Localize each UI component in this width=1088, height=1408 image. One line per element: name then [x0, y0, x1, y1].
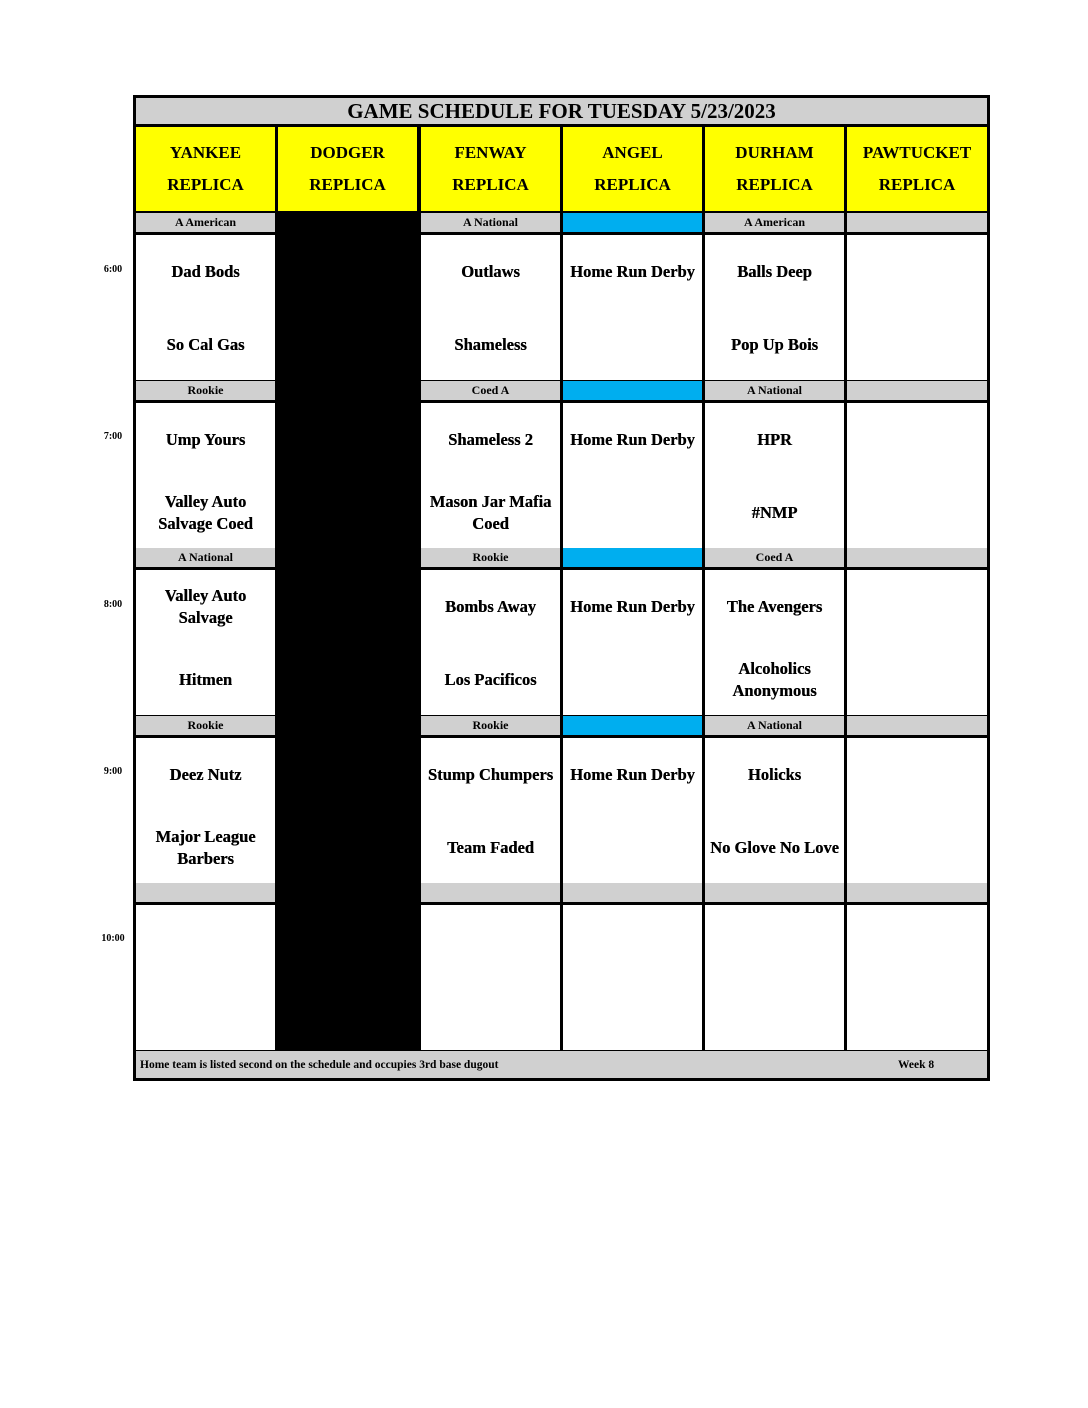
footer-note: Home team is listed second on the schedule and occupies 3rd base dugout: [140, 1058, 499, 1071]
away-team: Home Run Derby: [570, 430, 695, 449]
home-team: [563, 309, 702, 380]
home-team: [847, 477, 987, 548]
game-slot: [421, 235, 560, 380]
away-team: Outlaws: [461, 262, 520, 281]
away-team: Deez Nutz: [169, 765, 242, 784]
game-slot: [705, 570, 844, 715]
field-header-yankee: [136, 127, 275, 211]
division-text: A National: [177, 550, 233, 564]
game-slot: [136, 235, 275, 380]
away-team: Valley Auto Salvage: [164, 586, 247, 627]
away-team: [847, 235, 987, 309]
home-team: [136, 979, 275, 1050]
field-name: DURHAM: [735, 143, 814, 162]
division-label: [421, 883, 560, 902]
division-label: [421, 716, 560, 735]
home-team: Pop Up Bois: [730, 334, 819, 354]
time-label: 8:00: [103, 599, 123, 610]
home-team: Mason Jar Mafia Coed: [429, 491, 552, 533]
game-slot: [847, 738, 987, 883]
game-slot: [847, 403, 987, 548]
away-team: [563, 905, 702, 979]
division-label: [847, 883, 987, 902]
home-team: [847, 309, 987, 380]
away-team: [847, 403, 987, 477]
derby-bar: [563, 548, 702, 567]
away-team: Home Run Derby: [570, 597, 695, 616]
derby-bar: [563, 213, 702, 232]
division-text: Rookie: [472, 550, 509, 564]
home-team: [563, 644, 702, 715]
field-name: ANGEL: [602, 143, 663, 162]
division-text: Rookie: [187, 718, 224, 732]
away-team: Home Run Derby: [570, 765, 695, 784]
division-label: [705, 213, 844, 232]
field-subtitle: REPLICA: [167, 175, 244, 194]
game-slot: [705, 905, 844, 1050]
schedule-table: [133, 95, 990, 1081]
home-team: #NMP: [751, 502, 798, 522]
away-team: Stump Chumpers: [427, 765, 554, 784]
division-label: [847, 213, 987, 232]
division-text: Coed A: [471, 383, 510, 397]
closed-field-block: [278, 213, 417, 1050]
game-slot: [136, 570, 275, 715]
away-team: [421, 905, 560, 979]
division-label: [847, 381, 987, 400]
field-header-fenway: [421, 127, 560, 211]
game-slot: [563, 738, 702, 883]
time-label: 7:00: [103, 431, 123, 442]
home-team: Los Pacificos: [444, 669, 537, 689]
home-team: Hitmen: [178, 669, 233, 689]
field-header-durham: [705, 127, 844, 211]
field-subtitle: REPLICA: [309, 175, 386, 194]
time-label: 6:00: [103, 264, 123, 275]
home-team: [847, 812, 987, 883]
home-team: [563, 979, 702, 1050]
away-team: Balls Deep: [737, 262, 812, 281]
home-team: [421, 979, 560, 1050]
division-text: Coed A: [755, 550, 794, 564]
away-team: Home Run Derby: [570, 262, 695, 281]
division-label: [847, 716, 987, 735]
division-label: [705, 548, 844, 567]
derby-bar: [563, 716, 702, 735]
time-label: 10:00: [101, 933, 125, 944]
schedule-footer: [136, 1051, 987, 1078]
away-team: [847, 570, 987, 644]
field-header-pawtucket: [847, 127, 987, 211]
division-text: Rookie: [187, 383, 224, 397]
field-subtitle: REPLICA: [452, 175, 529, 194]
division-text: A American: [744, 215, 805, 229]
away-team: [847, 738, 987, 812]
home-team: [847, 979, 987, 1050]
home-team: [563, 812, 702, 883]
division-label: [705, 381, 844, 400]
game-slot: [563, 905, 702, 1050]
home-team: Shameless: [454, 334, 527, 354]
game-slot: [705, 738, 844, 883]
away-team: Bombs Away: [445, 597, 536, 616]
schedule-title-text: GAME SCHEDULE FOR TUESDAY 5/23/2023: [347, 98, 776, 123]
field-name: FENWAY: [454, 143, 527, 162]
home-team: Team Faded: [447, 837, 534, 857]
away-team: Dad Bods: [171, 262, 240, 281]
home-team: [847, 644, 987, 715]
division-label: [705, 883, 844, 902]
game-slot: [847, 570, 987, 715]
away-team: Holicks: [747, 765, 802, 784]
game-slot: [421, 570, 560, 715]
field-header-dodger: [278, 127, 417, 211]
game-slot: [136, 403, 275, 548]
division-label: [421, 548, 560, 567]
division-label: [136, 213, 275, 232]
field-subtitle: REPLICA: [878, 175, 956, 194]
division-label: [421, 213, 560, 232]
away-team: [847, 905, 987, 979]
division-text: A National: [746, 718, 802, 732]
away-team: [136, 905, 275, 979]
division-label: [136, 381, 275, 400]
game-slot: [847, 235, 987, 380]
time-label: 9:00: [103, 766, 123, 777]
division-text: A National: [462, 215, 518, 229]
derby-bar: [563, 381, 702, 400]
away-team: The Avengers: [726, 597, 823, 616]
game-slot: [421, 738, 560, 883]
home-team: [563, 477, 702, 548]
field-subtitle: REPLICA: [736, 175, 813, 194]
home-team: Major League Barbers: [155, 826, 256, 868]
division-label: [136, 883, 275, 902]
game-slot: [421, 403, 560, 548]
home-team: Valley Auto Salvage Coed: [158, 491, 253, 533]
game-slot: [705, 235, 844, 380]
game-slot: [563, 570, 702, 715]
schedule-title: [136, 98, 987, 124]
division-label: [136, 548, 275, 567]
field-header-angel: [563, 127, 702, 211]
away-team: HPR: [757, 430, 792, 449]
away-team: Ump Yours: [165, 430, 246, 449]
field-name: DODGER: [310, 143, 385, 162]
division-label: [421, 381, 560, 400]
field-subtitle: REPLICA: [594, 175, 671, 194]
division-label: [705, 716, 844, 735]
game-slot: [563, 235, 702, 380]
week-label: Week 8: [898, 1058, 935, 1071]
division-text: A National: [746, 383, 802, 397]
game-slot: [136, 905, 275, 1050]
field-name: PAWTUCKET: [862, 143, 972, 162]
home-team: Alcoholics Anonymous: [732, 658, 817, 700]
division-label: [847, 548, 987, 567]
game-slot: [847, 905, 987, 1050]
home-team: So Cal Gas: [166, 334, 245, 354]
game-slot: [421, 905, 560, 1050]
division-label: [136, 716, 275, 735]
away-team: Shameless 2: [448, 430, 533, 449]
home-team: No Glove No Love: [710, 837, 839, 857]
field-name: YANKEE: [169, 143, 242, 162]
division-text: Rookie: [472, 718, 509, 732]
game-slot: [563, 403, 702, 548]
division-text: A American: [175, 215, 236, 229]
game-slot: [705, 403, 844, 548]
division-label: [563, 883, 702, 902]
game-slot: [136, 738, 275, 883]
home-team: [705, 979, 844, 1050]
away-team: [705, 905, 844, 979]
